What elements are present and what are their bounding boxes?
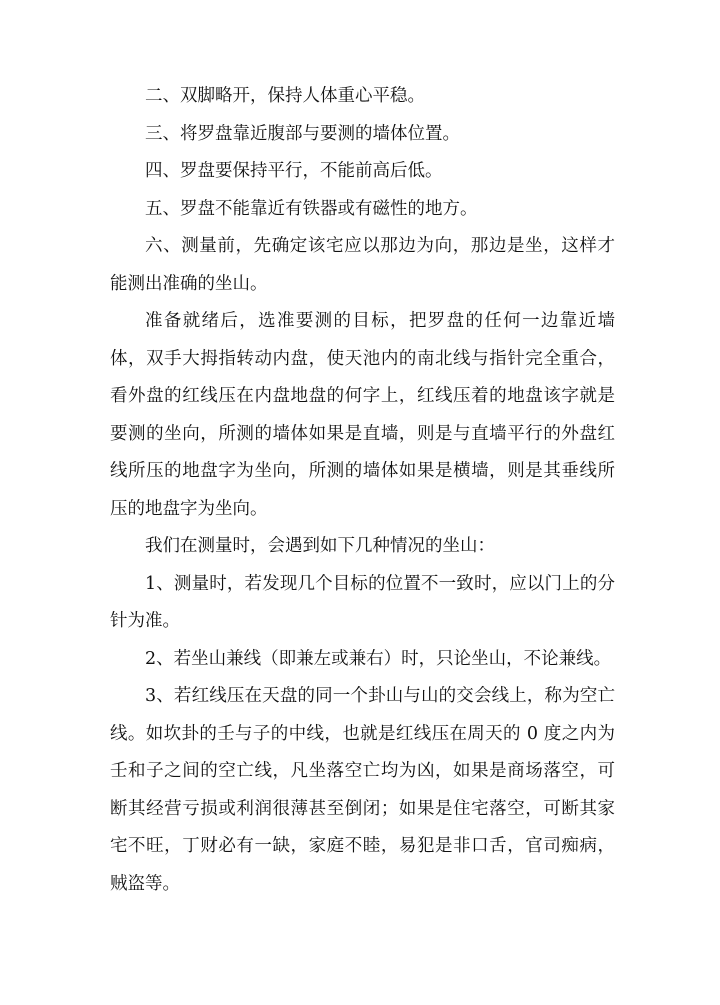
document-body xyxy=(110,78,615,903)
paragraph-step-6: 六、测量前，先确定该宅应以那边为向，那边是坐，这样才能测出准确的坐山。 xyxy=(110,236,615,294)
paragraph-situation-2: 2、若坐山兼线（即兼左或兼右）时，只论坐山，不论兼线。 xyxy=(145,648,612,669)
paragraph-situation-3: 3、若红线压在天盘的同一个卦山与山的交会线上，称为空亡线。如坎卦的壬与子的中线，也就是红线压在周天的 0 度之内为壬和子之间的空亡线，凡坐落空亡均为凶，如果是商场落空，可断其经营亏损或利润很薄甚至倒闭；如果是住宅落空，可断其家宅不旺，丁财必有一缺，家庭不睦，易犯是非口舌，官司痴病，贼盗等。 xyxy=(110,686,615,894)
paragraph-step-4: 四、罗盘要保持平行，不能前高后低。 xyxy=(145,161,443,181)
paragraph-step-5: 五、罗盘不能靠近有铁器或有磁性的地方。 xyxy=(145,198,478,219)
paragraph-step-2: 二、双脚略开，保持人体重心平稳。 xyxy=(145,86,425,106)
paragraph-step-3: 三、将罗盘靠近腹部与要测的墙体位置。 xyxy=(145,123,460,144)
paragraph-situations-intro: 我们在测量时，会遇到如下几种情况的坐山： xyxy=(145,536,495,556)
paragraph-situation-1: 1、测量时，若发现几个目标的位置不一致时，应以门上的分针为准。 xyxy=(110,573,615,631)
paragraph-measurement-procedure: 准备就绪后，选准要测的目标，把罗盘的任何一边靠近墙体，双手大拇指转动内盘，使天池内的南北线与指针完全重合，看外盘的红线压在内盘地盘的何字上，红线压着的地盘该字就是要测的坐向，所测的墙体如果是直墙，则是与直墙平行的外盘红线所压的地盘字为坐向，所测的墙体如果是横墙，则是其垂线所压的地盘字为坐向。 xyxy=(110,311,615,519)
